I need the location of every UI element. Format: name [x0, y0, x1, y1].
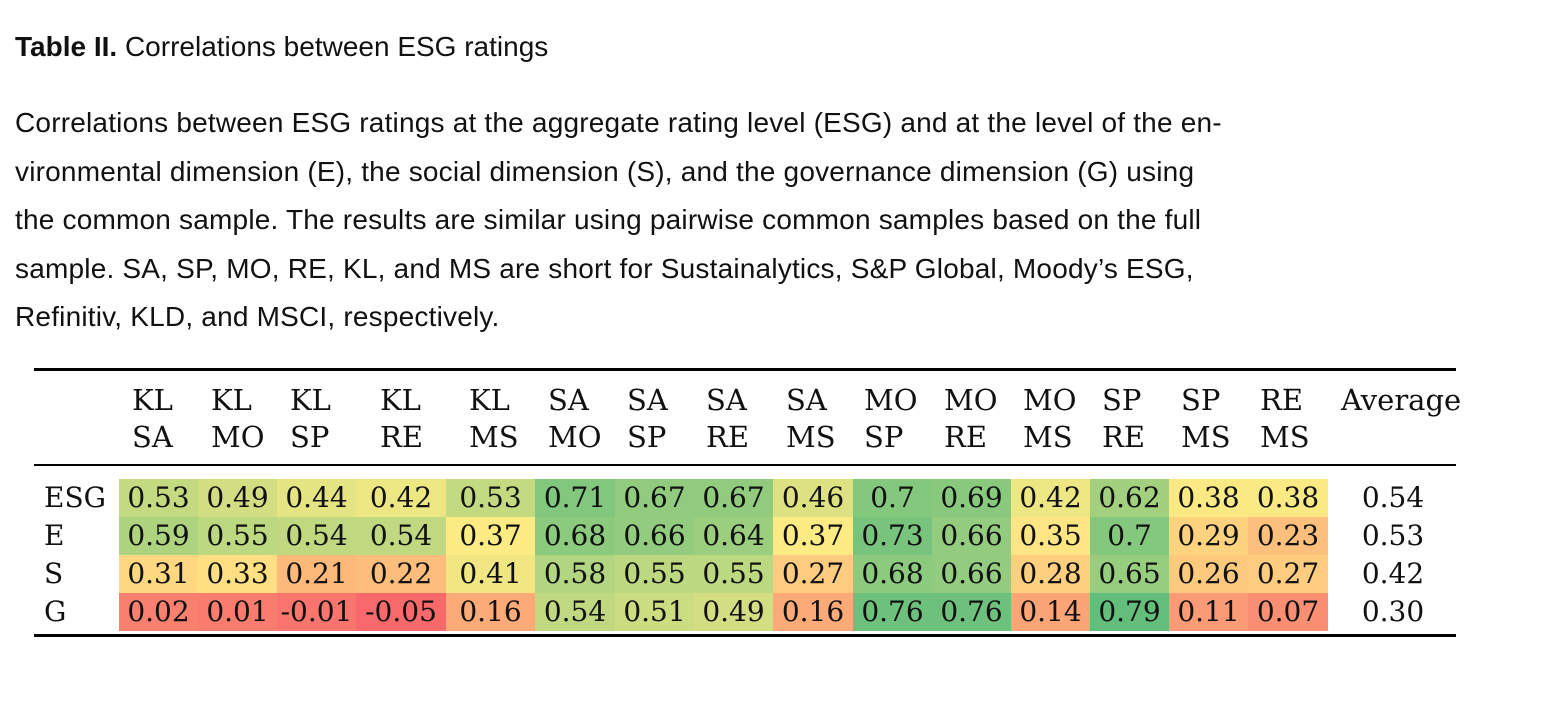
heatmap-cell: 0.65	[1090, 555, 1169, 593]
heatmap-cell: 0.02	[119, 593, 198, 631]
row-average: 0.53	[1361, 519, 1425, 552]
heatmap-cell: 0.79	[1090, 593, 1169, 631]
heatmap-cell: 0.37	[773, 517, 853, 555]
heatmap-cell: 0.7	[853, 479, 932, 517]
column-header-bottom: SP	[864, 420, 904, 454]
heatmap-cell: 0.07	[1248, 593, 1328, 631]
average-header-label: Average	[1341, 383, 1462, 417]
heatmap-cell: 0.31	[119, 555, 198, 593]
column-header-bottom: RE	[1102, 420, 1146, 454]
column-header	[132, 382, 173, 456]
column-header-bottom: MS	[786, 420, 836, 454]
column-header	[1181, 382, 1231, 456]
heatmap-cell: 0.67	[694, 479, 773, 517]
column-header	[211, 382, 264, 456]
column-header	[706, 382, 749, 456]
heatmap-cell: 0.11	[1169, 593, 1248, 631]
heatmap-cell: 0.27	[1248, 555, 1328, 593]
column-header	[548, 382, 601, 456]
column-header-top: KL	[469, 383, 510, 417]
caption-line: Correlations between ESG ratings at the aggregate rating level (ESG) and at the level of the en-	[15, 107, 1222, 138]
heatmap-cell: 0.66	[932, 555, 1011, 593]
heatmap-cell: 0.55	[198, 517, 277, 555]
column-header-top: SP	[1102, 383, 1142, 417]
heatmap-cell: 0.44	[277, 479, 356, 517]
heatmap-cell: 0.16	[773, 593, 853, 631]
column-header-bottom: SP	[290, 420, 330, 454]
column-header-top: MO	[944, 383, 998, 417]
column-header	[380, 382, 423, 456]
column-header	[469, 382, 519, 456]
heatmap-cell: 0.55	[694, 555, 773, 593]
average-column-header	[1341, 382, 1461, 419]
caption-title	[15, 22, 1515, 72]
column-header	[786, 382, 836, 456]
caption-line: sample. SA, SP, MO, RE, KL, and MS are short for Sustainalytics, S&P Global, Moody’s ESG,	[15, 252, 1194, 284]
heatmap-cell: 0.27	[773, 555, 853, 593]
column-header	[1260, 382, 1310, 456]
column-header-top: KL	[380, 383, 421, 417]
heatmap-cell: 0.16	[446, 593, 535, 631]
heatmap-cell: 0.76	[932, 593, 1011, 631]
table-bottom-rule	[34, 634, 1456, 637]
heatmap-cell: 0.55	[615, 555, 694, 593]
column-header-bottom: MS	[469, 420, 519, 454]
heatmap-cell: 0.35	[1011, 517, 1090, 555]
heatmap-cell: 0.69	[932, 479, 1011, 517]
heatmap-cell: 0.41	[446, 555, 535, 593]
column-header-bottom: RE	[944, 420, 988, 454]
column-header-top: SP	[1181, 383, 1221, 417]
heatmap-cell: 0.23	[1248, 517, 1328, 555]
column-header-top: RE	[1260, 383, 1304, 417]
row-label: G	[44, 595, 67, 628]
column-header-top: KL	[132, 383, 173, 417]
heatmap-cell: 0.66	[932, 517, 1011, 555]
heatmap-cell: 0.51	[615, 593, 694, 631]
caption-line: vironmental dimension (E), the social dimension (S), and the governance dimension (G) using	[15, 155, 1195, 187]
heatmap-cell: -0.01	[277, 593, 356, 631]
row-average: 0.42	[1361, 557, 1425, 590]
column-header-top: SA	[548, 383, 589, 417]
heatmap-cell: 0.53	[446, 479, 535, 517]
caption-line: the common sample. The results are similar using pairwise common samples based on the full	[15, 204, 1202, 235]
column-header-bottom: SA	[132, 420, 173, 454]
caption-label: Table II.	[15, 31, 118, 62]
column-header-bottom: RE	[706, 420, 750, 454]
column-header-top: KL	[211, 383, 252, 417]
heatmap-cell: 0.53	[119, 479, 198, 517]
column-header-top: SA	[786, 383, 827, 417]
heatmap-cell: 0.58	[535, 555, 615, 593]
heatmap-cell: 0.68	[535, 517, 615, 555]
heatmap-cell: 0.14	[1011, 593, 1090, 631]
column-header-bottom: MS	[1181, 420, 1231, 454]
heatmap-cell: 0.22	[356, 555, 446, 593]
heatmap-cell: 0.49	[694, 593, 773, 631]
column-header-bottom: SP	[627, 420, 667, 454]
column-header-top: MO	[1023, 383, 1077, 417]
table-header-rule	[34, 464, 1456, 466]
column-header	[864, 382, 917, 456]
column-header	[944, 382, 997, 456]
caption-line: Refinitiv, KLD, and MSCI, respectively.	[15, 301, 500, 332]
caption-title-text: Correlations between ESG ratings	[124, 31, 549, 62]
heatmap-cell: 0.37	[446, 517, 535, 555]
column-header-top: KL	[290, 383, 331, 417]
row-label: ESG	[44, 481, 106, 514]
heatmap-cell: 0.38	[1169, 479, 1248, 517]
column-header-bottom: MS	[1260, 420, 1310, 454]
column-header-top: SA	[706, 383, 747, 417]
heatmap-cell: -0.05	[356, 593, 446, 631]
column-header-top: MO	[864, 383, 918, 417]
heatmap-cell: 0.21	[277, 555, 356, 593]
heatmap-cell: 0.71	[535, 479, 615, 517]
heatmap-cell: 0.28	[1011, 555, 1090, 593]
column-header-bottom: MO	[211, 420, 265, 454]
heatmap-cell: 0.54	[356, 517, 446, 555]
heatmap-cell: 0.46	[773, 479, 853, 517]
heatmap-cell: 0.38	[1248, 479, 1328, 517]
heatmap-cell: 0.62	[1090, 479, 1169, 517]
heatmap-cell: 0.26	[1169, 555, 1248, 593]
table-top-rule	[34, 368, 1456, 371]
row-label: S	[44, 557, 64, 590]
heatmap-cell: 0.76	[853, 593, 932, 631]
heatmap-cell: 0.42	[356, 479, 446, 517]
heatmap-cell: 0.54	[535, 593, 615, 631]
table-caption	[15, 22, 1515, 342]
heatmap-cell: 0.73	[853, 517, 932, 555]
heatmap-cell: 0.64	[694, 517, 773, 555]
heatmap-cell: 0.66	[615, 517, 694, 555]
row-average: 0.54	[1361, 481, 1425, 514]
column-header-bottom: MO	[548, 420, 602, 454]
heatmap-cell: 0.29	[1169, 517, 1248, 555]
row-average: 0.30	[1361, 595, 1425, 628]
heatmap-cell: 0.68	[853, 555, 932, 593]
heatmap-cell: 0.49	[198, 479, 277, 517]
column-header	[627, 382, 668, 456]
caption-description	[15, 99, 1515, 342]
heatmap-cell: 0.54	[277, 517, 356, 555]
column-header	[1023, 382, 1076, 456]
heatmap-cell: 0.42	[1011, 479, 1090, 517]
row-label: E	[44, 519, 65, 552]
column-header-bottom: RE	[380, 420, 424, 454]
column-header	[1102, 382, 1145, 456]
heatmap-cell: 0.67	[615, 479, 694, 517]
heatmap-cell: 0.59	[119, 517, 198, 555]
column-header	[290, 382, 331, 456]
column-header-bottom: MS	[1023, 420, 1073, 454]
heatmap-cell: 0.01	[198, 593, 277, 631]
heatmap-cell: 0.7	[1090, 517, 1169, 555]
column-header-top: SA	[627, 383, 668, 417]
heatmap-cell: 0.33	[198, 555, 277, 593]
